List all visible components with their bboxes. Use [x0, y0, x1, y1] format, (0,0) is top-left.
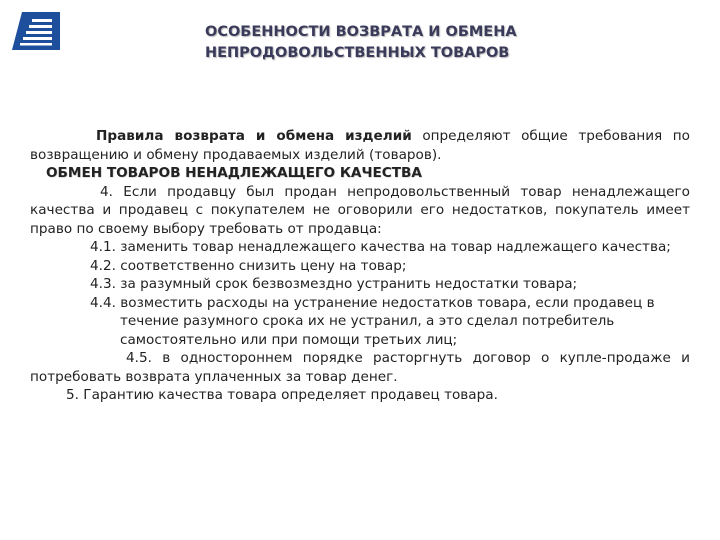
- list-item-4-2: 4.2. соответственно снизить цену на товар;: [90, 257, 407, 274]
- list-item-4-4: 4.4. возместить расходы на устранение недостатков товара, если продавец в течение разумного срока их не устранил, а это сделал потребитель самостоятельно или при помощи третьих лиц;: [90, 294, 655, 348]
- title-line-1: ОСОБЕННОСТИ ВОЗВРАТА И ОБМЕНА: [205, 24, 517, 40]
- list-item-4-3: 4.3. за разумный срок безвозмездно устранить недостатки товара;: [90, 276, 578, 292]
- document-body: [30, 127, 690, 405]
- paragraph-4: 4. Если продавцу был продан непродовольственный товар ненадлежащего качества и продавец с покупателем не оговорили его недостатков, покупатель имеет право по своему выбору требовать от продавца:: [30, 183, 690, 237]
- page-title: [205, 22, 665, 64]
- title-line-2: НЕПРОДОВОЛЬСТВЕННЫХ ТОВАРОВ: [205, 45, 510, 61]
- paragraph-5: 5. Гарантию качества товара определяет продавец товара.: [66, 387, 498, 403]
- list-item-4-1: 4.1. заменить товар ненадлежащего качества на товар надлежащего качества;: [90, 239, 671, 255]
- intro-paragraph: [30, 127, 690, 164]
- section-heading: ОБМЕН ТОВАРОВ НЕНАДЛЕЖАЩЕГО КАЧЕСТВА: [46, 165, 422, 181]
- paragraph-4-5: 4.5. в одностороннем порядке расторгнуть договор о купле-продаже и потребовать возврата уплаченных за товар денег.: [30, 350, 690, 385]
- intro-bold-text: Правила возврата и обмена изделий: [96, 128, 412, 144]
- company-logo-icon: [12, 12, 60, 50]
- intro-text: определяют общие требования по возвращению и обмену продаваемых изделий (товаров).: [30, 128, 691, 163]
